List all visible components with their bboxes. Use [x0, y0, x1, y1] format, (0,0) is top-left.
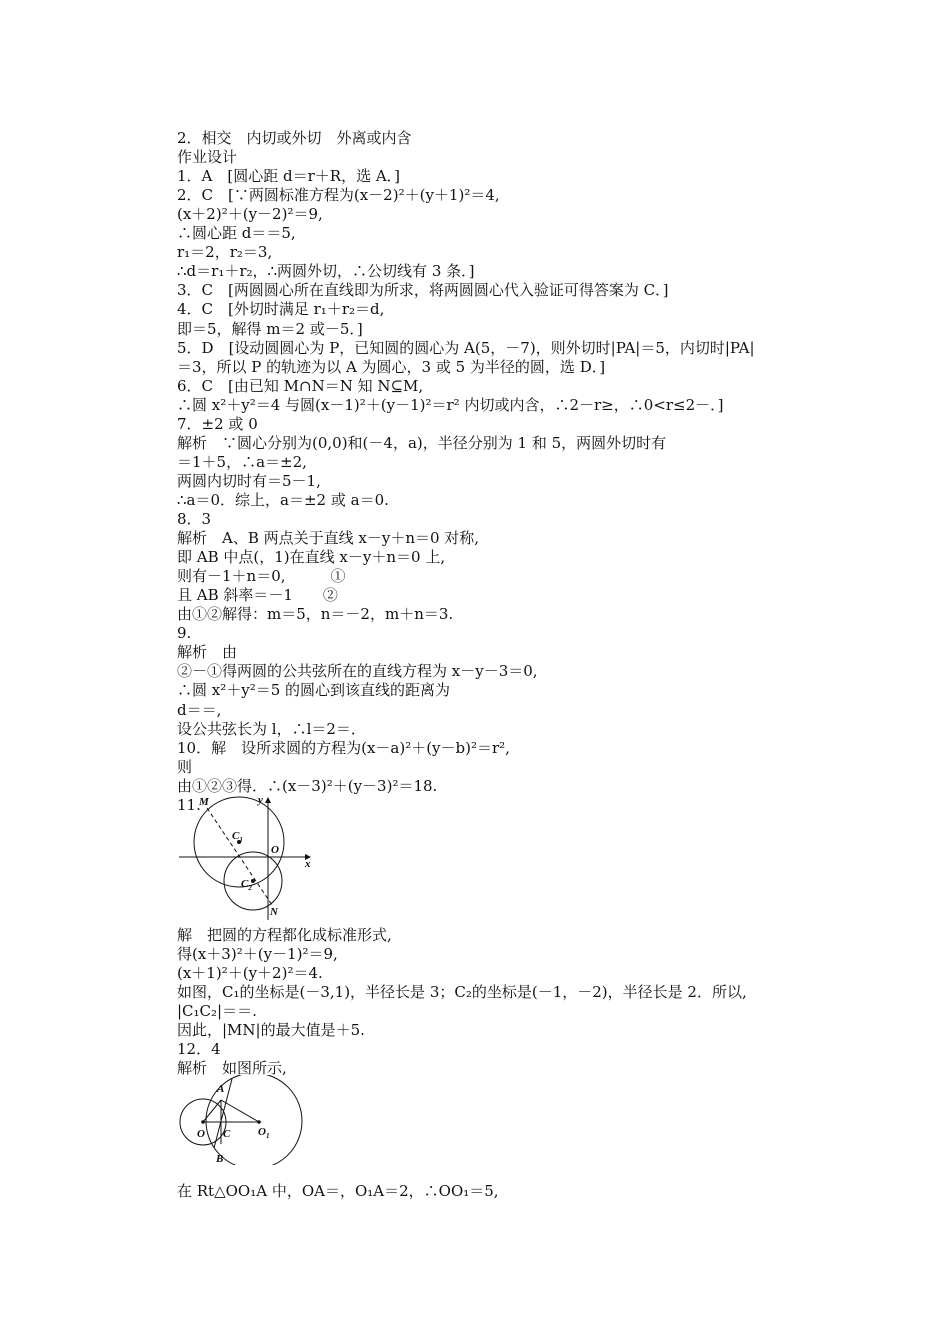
- figure-12-intersecting-circles: [177, 1075, 307, 1165]
- figure-11-two-circles: [177, 795, 317, 923]
- text-line: 3．C [两圆圆心所在直线即为所求，将两圆圆心代入验证可得答案为 C．]: [177, 281, 669, 300]
- text-line: 解析 A、B 两点关于直线 x－y＋n＝0 对称,: [177, 529, 480, 548]
- text-line: 解析 由: [177, 643, 238, 662]
- text-line: 9.: [177, 624, 192, 643]
- text-line: ②－①得两圆的公共弦所在的直线方程为 x－y－3＝0,: [177, 662, 538, 681]
- text-line: r₁＝2，r₂＝3,: [177, 243, 273, 262]
- text-line: |C₁C₂|＝＝.: [177, 1002, 257, 1020]
- text-line: 则: [177, 757, 193, 776]
- text-line: (x＋2)²＋(y－2)²＝9,: [177, 205, 323, 224]
- label-n: N: [270, 906, 278, 918]
- text-line: d＝＝,: [177, 700, 222, 719]
- text-line: 解析 ∵圆心分别为(0,0)和(－4，a)，半径分别为 1 和 5，两圆外切时有: [177, 433, 667, 452]
- text-line: ∴圆心距 d＝＝5,: [177, 224, 296, 243]
- text-line: 5．D [设动圆圆心为 P，已知圆的圆心为 A(5，－7)，则外切时|PA|＝5，内切时|PA|: [177, 338, 755, 357]
- point-c2: [251, 879, 255, 883]
- text-line: 由①②③得．∴(x－3)²＋(y－3)²＝18.: [177, 776, 438, 795]
- text-line: 7．±2 或 0: [177, 414, 258, 433]
- text-line: 2．相交 内切或外切 外离或内含: [177, 129, 412, 147]
- point-o1: [257, 1120, 261, 1124]
- text-line: 12．4: [177, 1040, 221, 1058]
- label-c2: $C_2$: [241, 878, 252, 892]
- text-line: ∴a＝0．综上，a＝±2 或 a＝0.: [177, 490, 389, 509]
- label-o1: $O_1$: [258, 1126, 270, 1140]
- text-line: 8．3: [177, 510, 212, 528]
- text-line: ∴圆 x²＋y²＝4 与圆(x－1)²＋(y－1)²＝r² 内切或内含，∴2－r≥，∴0<r≤2－．]: [177, 395, 724, 414]
- text-line: 且 AB 斜率＝－1 ②: [177, 586, 338, 605]
- text-line: 6．C [由已知 M∩N＝N 知 N⊆M,: [177, 376, 424, 395]
- label-o: O: [271, 844, 279, 856]
- text-line: 4．C [外切时满足 r₁＋r₂＝d,: [177, 300, 385, 319]
- label-x: x: [305, 858, 311, 870]
- text-line: 由①②解得：m＝5，n＝－2，m＋n＝3.: [177, 605, 454, 624]
- text-line: 10．解 设所求圆的方程为(x－a)²＋(y－b)²＝r²,: [177, 738, 510, 757]
- text-line: 两圆内切时有＝5－1,: [177, 471, 321, 490]
- y-axis-arrow: [265, 797, 271, 803]
- text-line: 则有－1＋n＝0, ①: [177, 567, 346, 586]
- label-c1: $C_1$: [232, 830, 243, 844]
- text-line: 得(x＋3)²＋(y－1)²＝9,: [177, 945, 338, 963]
- text-line: ∴圆 x²＋y²＝5 的圆心到该直线的距离为: [177, 681, 451, 700]
- segment-a-o1: [221, 1100, 259, 1122]
- text-line: 2．C [∵两圆标准方程为(x－2)²＋(y＋1)²＝4,: [177, 186, 500, 205]
- label-y: y: [258, 795, 263, 806]
- label-m: M: [199, 796, 209, 808]
- text-line: 解 把圆的方程都化成标准形式,: [177, 926, 392, 944]
- label-a: A: [217, 1083, 225, 1095]
- text-line: 如图，C₁的坐标是(－3,1)，半径长是 3；C₂的坐标是(－1，－2)，半径长是 2．所以,: [177, 983, 747, 1001]
- point-o: [201, 1120, 205, 1124]
- label-b: B: [216, 1153, 224, 1165]
- text-line: 设公共弦长为 l，∴l＝2＝．: [177, 719, 366, 738]
- segment-o-a: [203, 1100, 221, 1122]
- text-line: ∴d＝r₁＋r₂，∴两圆外切，∴公切线有 3 条．]: [177, 262, 475, 281]
- text-line: 因此，|MN|的最大值是＋5.: [177, 1021, 365, 1039]
- text-line: 1．A [圆心距 d＝r＋R，选 A．]: [177, 167, 401, 186]
- text-line: 11.: [177, 795, 201, 814]
- label-o: O: [197, 1128, 205, 1140]
- label-c: C: [223, 1128, 231, 1140]
- text-line: 作业设计: [177, 148, 238, 167]
- text-line: 即＝5，解得 m＝2 或－5．]: [177, 319, 363, 338]
- text-line: ＝3，所以 P 的轨迹为以 A 为圆心，3 或 5 为半径的圆，选 D．]: [177, 357, 606, 376]
- text-line: (x＋1)²＋(y＋2)²＝4.: [177, 964, 323, 982]
- text-line-final: 在 Rt△OO₁A 中，OA＝，O₁A＝2，∴OO₁＝5,: [177, 1182, 499, 1200]
- text-line: 即 AB 中点(，1)在直线 x－y＋n＝0 上,: [177, 548, 446, 567]
- text-line: ＝1＋5，∴a＝±2,: [177, 452, 307, 471]
- text-line: 解析 如图所示,: [177, 1059, 287, 1077]
